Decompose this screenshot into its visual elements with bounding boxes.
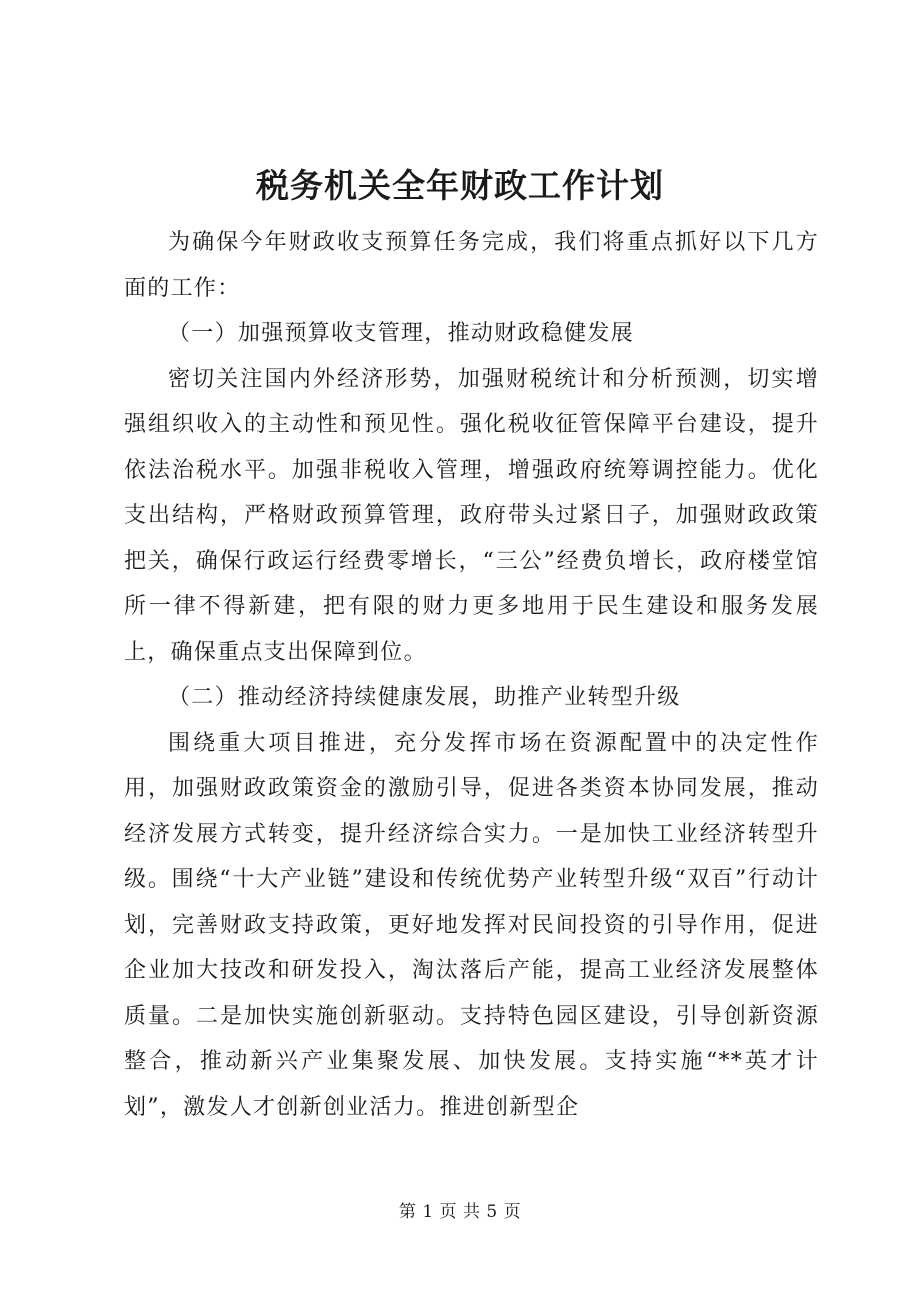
section-1-heading: （一）加强预算收支管理，推动财政稳健发展	[168, 321, 635, 346]
intro-paragraph: 为确保今年财政收支预算任务完成，我们将重点抓好以下几方面的工作：	[124, 230, 819, 301]
section-2-paragraph: 围绕重大项目推进，充分发挥市场在资源配置中的决定性作用，加强财政政策资金的激励引导，促进各类资本协同发展，推动经济发展方式转变，提升经济综合实力。一是加快工业经济转型升级。围绕“十大产业链”建设和传统优势产业转型升级“双百”行动计划，完善财政支持政策，更好地发挥对民间投资的引导作用，促进企业加大技改和研发投入，淘汰落后产能，提高工业经济发展整体质量。二是加快实施创新驱动。支持特色园区建设，引导创新资源整合，推动新兴产业集聚发展、加快发展。支持实施“**英才计划”，激发人才创新创业活力。推进创新型企	[124, 730, 819, 1120]
document-title: 税务机关全年财政工作计划	[256, 166, 664, 205]
document-body	[124, 220, 819, 1130]
page-footer: 第 1 页 共 5 页	[398, 1202, 522, 1222]
section-2-heading: （二）推动经济持续健康发展，助推产业转型升级	[168, 685, 681, 710]
section-1-paragraph: 密切关注国内外经济形势，加强财税统计和分析预测，切实增强组织收入的主动性和预见性。强化税收征管保障平台建设，提升依法治税水平。加强非税收入管理，增强政府统筹调控能力。优化支出结构，严格财政预算管理，政府带头过紧日子，加强财政政策把关，确保行政运行经费零增长，“三公”经费负增长，政府楼堂馆所一律不得新建，把有限的财力更多地用于民生建设和服务发展上，确保重点支出保障到位。	[124, 366, 819, 665]
